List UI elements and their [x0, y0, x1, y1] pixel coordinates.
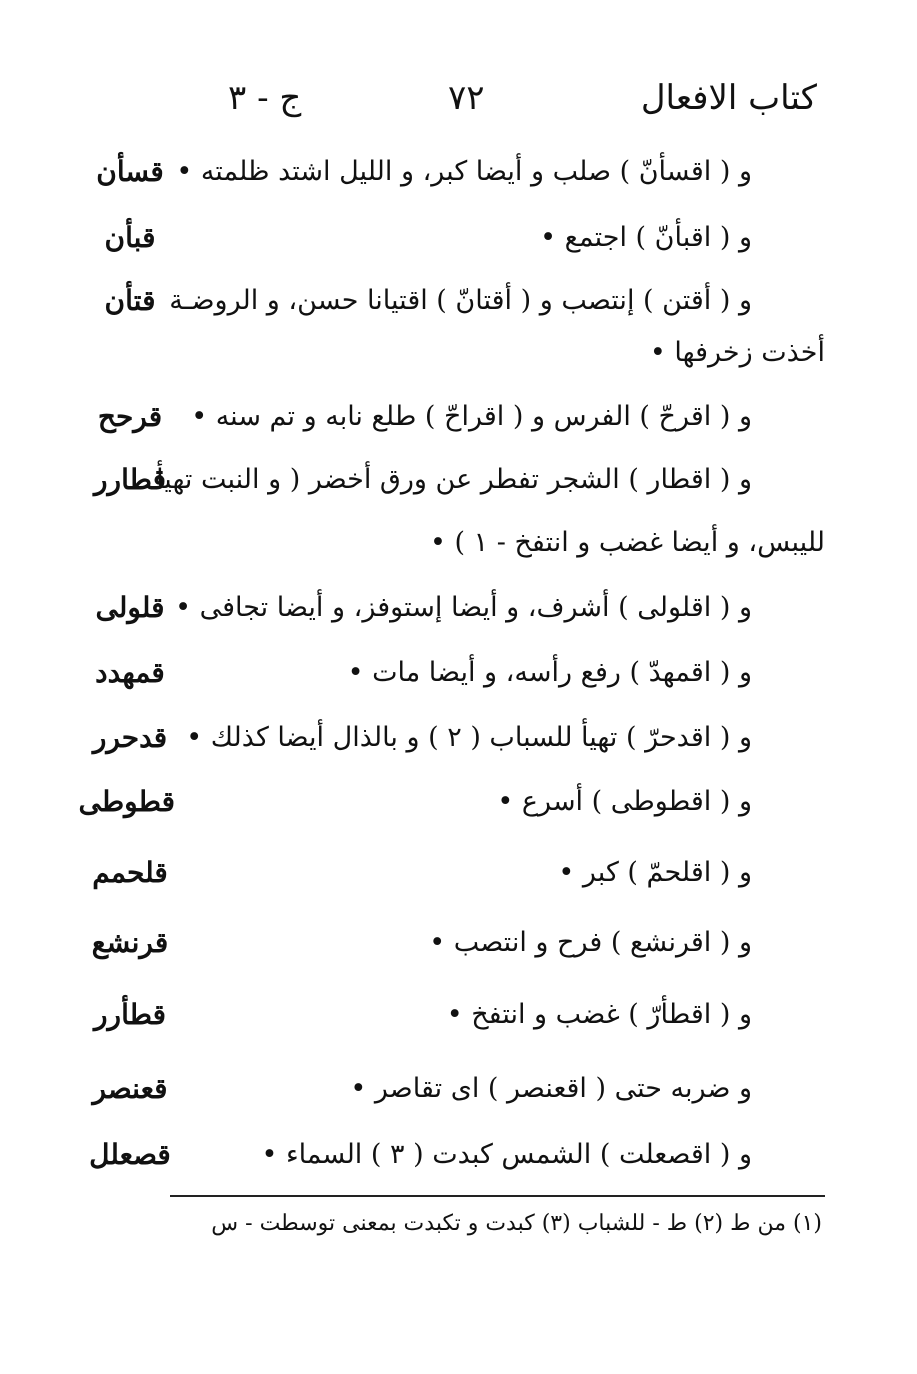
headword: قمهدد: [95, 656, 165, 689]
entry-line: و ( اقدحرّ ) تهيأ للسباب ( ٢ ) و بالذال أيضا كذلك •: [186, 722, 752, 753]
entry-line: و ( اقصعلت ) الشمس كبدت ( ٣ ) السماء •: [261, 1139, 752, 1170]
headword: قطأرر: [94, 998, 166, 1031]
headword: قدحرر: [92, 721, 168, 754]
headword: قعنصر: [92, 1072, 168, 1105]
book-title: كتاب الافعال: [640, 78, 817, 118]
headword: قرحح: [97, 400, 163, 433]
entry-line: و ( اقطأرّ ) غضب و انتفخ •: [446, 999, 752, 1030]
headword: قلولى: [95, 591, 165, 624]
headword: قرنشع: [91, 926, 169, 959]
headword: قبأن: [104, 221, 156, 254]
entry-line: و ( اقلولى ) أشرف، و أيضا إستوفز، و أيضا تجافى •: [175, 592, 752, 623]
continuation-line: لليبس، و أيضا غضب و انتفخ - ١ ) •: [430, 527, 825, 558]
headword: قطارر: [94, 463, 166, 496]
page-header: [0, 78, 917, 128]
continuation-line: أخذت زخرفها •: [649, 337, 825, 368]
entry-line: و ضربه حتى ( اقعنصر ) اى تقاصر •: [350, 1073, 752, 1104]
footnote: (١) من ط (٢) ط - للشباب (٣) كبدت و تكبدت بمعنى توسطت - س: [211, 1211, 822, 1236]
headword: قلحمم: [92, 856, 168, 889]
page-number: ٧٢: [448, 78, 485, 118]
entry-line: و ( اقطار ) الشجر تفطر عن ورق أخضر ( و النبت تهيأ: [156, 464, 752, 495]
entry-line: و ( اقطوطى ) أسرع •: [497, 786, 752, 817]
part-number: ج - ٣: [228, 78, 302, 118]
footnote-divider: [170, 1195, 825, 1197]
entry-line: و ( اقرحّ ) الفرس و ( اقراحّ ) طلع نابه و تم سنه •: [191, 401, 752, 432]
headword: قسأن: [96, 155, 164, 188]
entry-line: و ( اقلحمّ ) كبر •: [558, 857, 752, 888]
entry-line: و ( اقسأنّ ) صلب و أيضا كبر، و الليل اشتد ظلمته •: [176, 156, 752, 187]
entry-line: و ( اقمهدّ ) رفع رأسه، و أيضا مات •: [347, 657, 752, 688]
entry-line: و ( اقرنشع ) فرح و انتصب •: [429, 927, 752, 958]
headword: قطوطى: [78, 785, 175, 818]
entry-line: و ( اقبأنّ ) اجتمع •: [540, 222, 752, 253]
headword: قصعلل: [89, 1138, 171, 1171]
entry-line: و ( أقتن ) إنتصب و ( أقتانّ ) اقتيانا حسن، و الروضـة: [169, 285, 752, 316]
headword: قتأن: [104, 284, 156, 317]
